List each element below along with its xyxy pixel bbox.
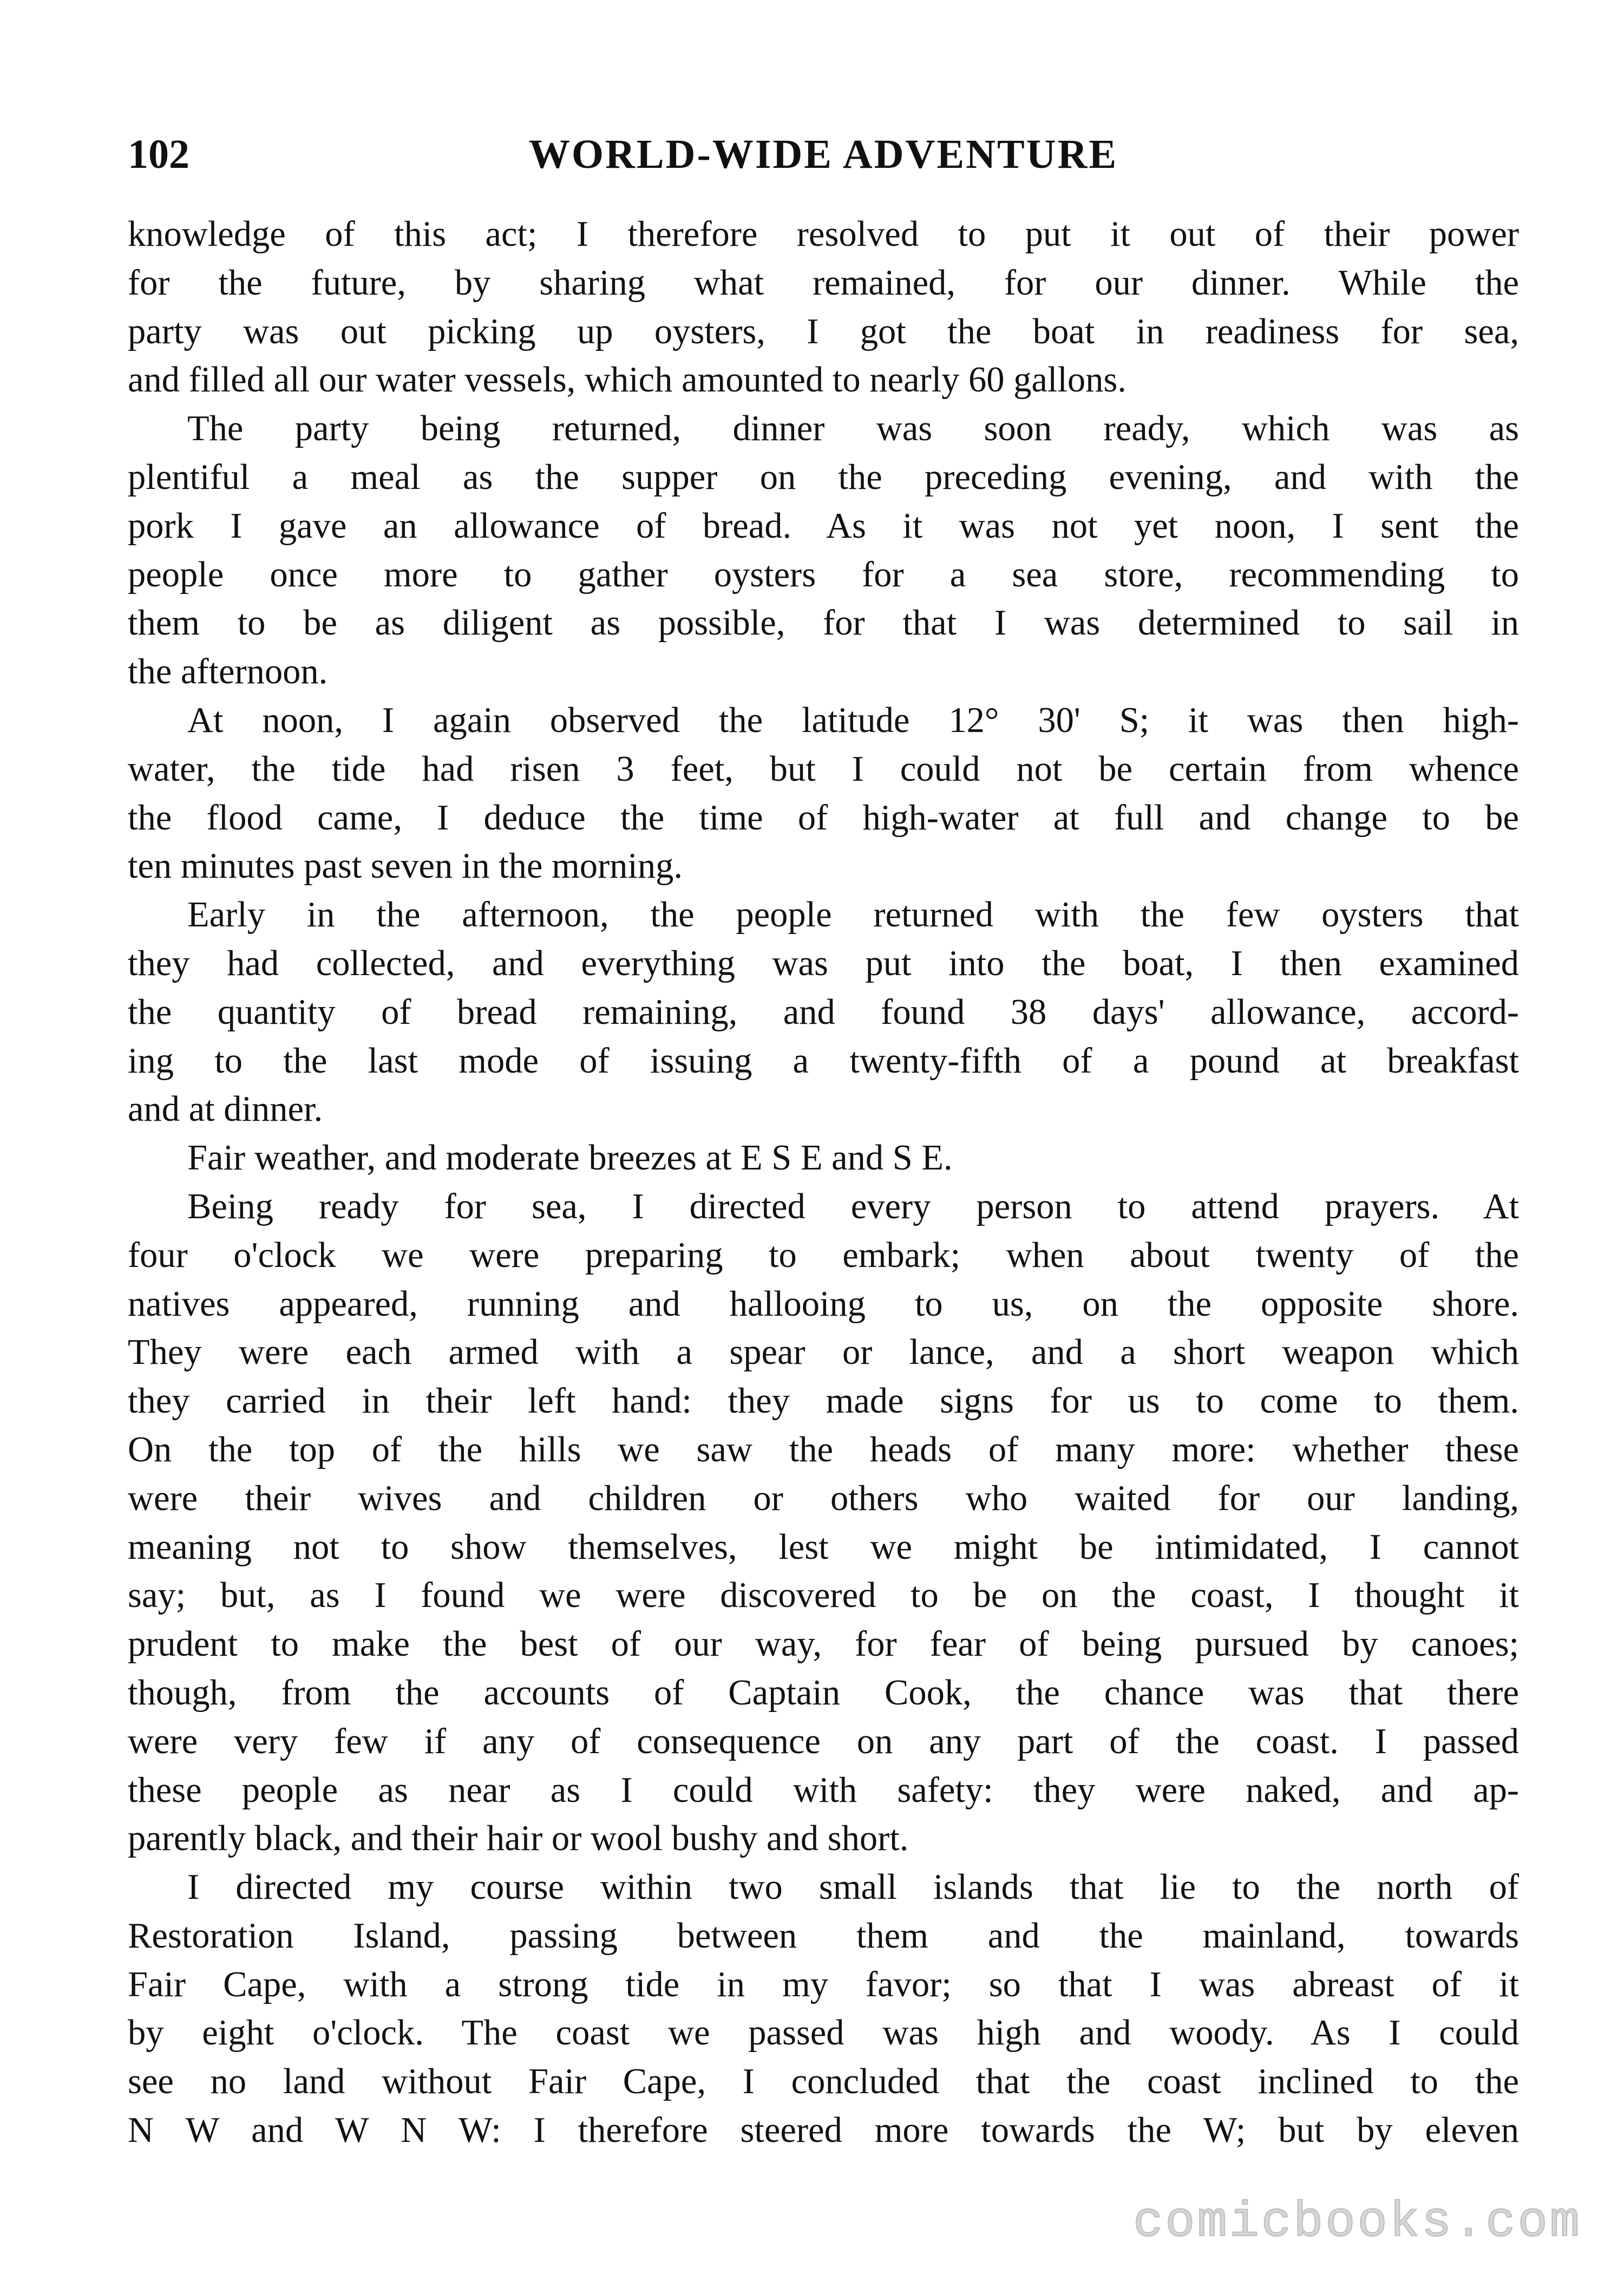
running-head: WORLD-WIDE ADVENTURE <box>528 132 1118 177</box>
text-line: water, the tide had risen 3 feet, but I could not be certain from whence <box>128 749 1519 789</box>
text-line: though, from the accounts of Captain Cook, the chance was that there <box>128 1672 1519 1713</box>
text-line: were their wives and children or others who waited for our landing, <box>128 1478 1519 1518</box>
text-line: and at dinner. <box>128 1089 323 1129</box>
text-line: They were each armed with a spear or lance, and a short weapon which <box>128 1332 1519 1373</box>
text-line: people once more to gather oysters for a sea store, recommending to <box>128 554 1519 594</box>
text-line: natives appeared, running and hallooing to us, on the opposite shore. <box>128 1284 1519 1324</box>
text-line: Restoration Island, passing between them and the mainland, towards <box>128 1916 1519 1956</box>
text-line: meaning not to show themselves, lest we might be intimidated, I cannot <box>128 1527 1519 1567</box>
page-number: 102 <box>128 132 189 177</box>
text-line: ten minutes past seven in the morning. <box>128 846 683 886</box>
text-line: they had collected, and everything was put into the boat, I then examined <box>128 943 1519 983</box>
text-line: them to be as diligent as possible, for that I was determined to sail in <box>128 603 1519 643</box>
text-line: N W and W N W: I therefore steered more towards the W; but by eleven <box>128 2110 1519 2151</box>
text-line: for the future, by sharing what remained, for our dinner. While the <box>128 263 1519 303</box>
text-line: I directed my course within two small islands that lie to the north of <box>187 1867 1519 1907</box>
text-line: they carried in their left hand: they made signs for us to come to them. <box>128 1381 1519 1421</box>
page-header <box>128 125 1519 184</box>
text-line: prudent to make the best of our way, for fear of being pursued by canoes; <box>128 1624 1519 1664</box>
text-line: pork I gave an allowance of bread. As it was not yet noon, I sent the <box>128 506 1519 546</box>
text-line: The party being returned, dinner was soon ready, which was as <box>187 409 1519 449</box>
body-text <box>128 210 1519 2155</box>
text-line: party was out picking up oysters, I got the boat in readiness for sea, <box>128 311 1519 351</box>
text-line: knowledge of this act; I therefore resolved to put it out of their power <box>128 214 1519 254</box>
text-line: were very few if any of consequence on any part of the coast. I passed <box>128 1721 1519 1761</box>
text-line: At noon, I again observed the latitude 12° 30' S; it was then high- <box>187 700 1519 740</box>
text-line: Being ready for sea, I directed every person to attend prayers. At <box>187 1186 1519 1226</box>
text-line: the afternoon. <box>128 652 328 692</box>
text-line: see no land without Fair Cape, I concluded that the coast inclined to the <box>128 2062 1519 2102</box>
text-line: the quantity of bread remaining, and found 38 days' allowance, accord- <box>128 992 1519 1032</box>
text-line: Early in the afternoon, the people returned with the few oysters that <box>187 895 1519 935</box>
text-line: Fair Cape, with a strong tide in my favor; so that I was abreast of it <box>128 1964 1519 2004</box>
text-line: say; but, as I found we were discovered to be on the coast, I thought it <box>128 1576 1519 1616</box>
text-line: ing to the last mode of issuing a twenty-fifth of a pound at breakfast <box>128 1041 1519 1081</box>
text-line: Fair weather, and moderate breezes at E S E and S E. <box>187 1138 953 1178</box>
text-line: and filled all our water vessels, which amounted to nearly 60 gallons. <box>128 360 1127 400</box>
text-line: plentiful a meal as the supper on the preceding evening, and with the <box>128 457 1519 497</box>
text-line: parently black, and their hair or wool bushy and short. <box>128 1819 909 1859</box>
watermark: comicbooks.com <box>1133 2194 1582 2251</box>
text-line: the flood came, I deduce the time of high-water at full and change to be <box>128 798 1519 838</box>
text-line: these people as near as I could with safety: they were naked, and ap- <box>128 1770 1519 1810</box>
text-line: by eight o'clock. The coast we passed was high and woody. As I could <box>128 2013 1519 2053</box>
text-line: On the top of the hills we saw the heads of many more: whether these <box>128 1429 1519 1469</box>
text-line: four o'clock we were preparing to embark; when about twenty of the <box>128 1235 1519 1275</box>
